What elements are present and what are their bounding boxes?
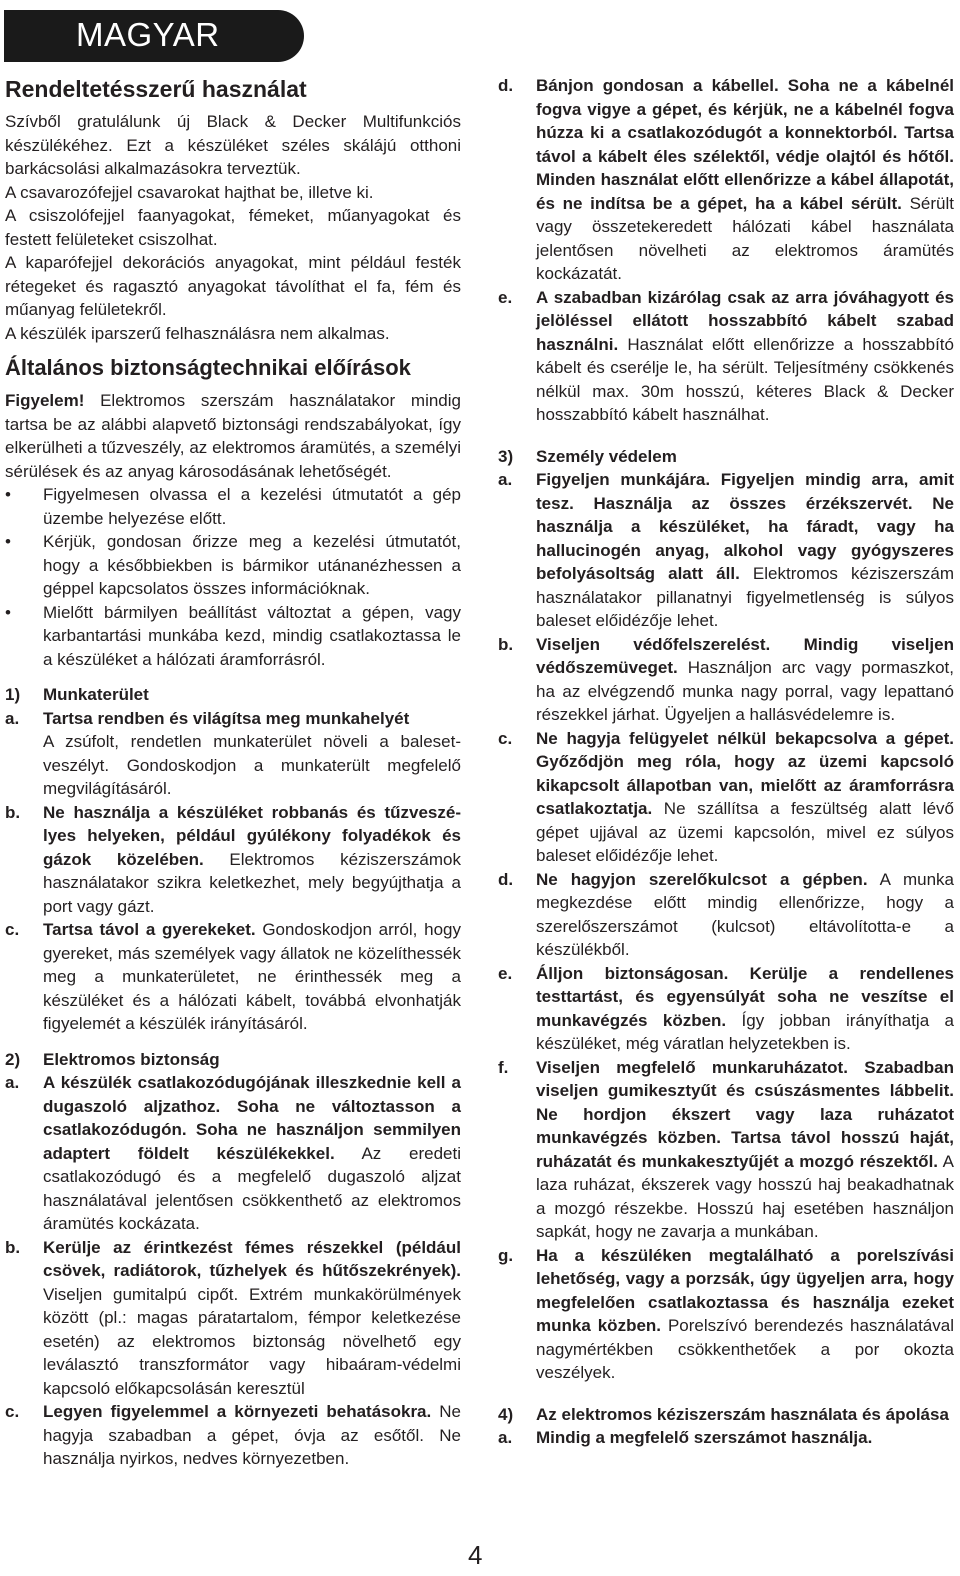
item-text: Gondoskodjon arról, hogy gyereket, más személyek vagy állatok ne közelíthessék meg a munkaterületet, ne érinthessék meg a készüléket és a hálózati kábelt, továbbá elvonhatják figyelemét a készülék irányításáról.	[43, 920, 461, 1033]
bullet-item	[5, 530, 461, 601]
list-item	[498, 727, 954, 868]
warning-label: Figyelem!	[5, 391, 85, 410]
item-text: Ne szállítsa a feszültség alatt lévő gépet ujjával az üzemi kapcsolón, mivel ez súlyos baleset előidézője lehet.	[536, 799, 954, 865]
item-bold: Viseljen védőfelszerelést. Mindig viseljen védőszemüveget.	[536, 634, 954, 677]
item-bold: A szabadban kizárólag csak az arra jóváhagyott és jelöléssel ellátott hosszabbító kábelt szabad használni.	[536, 287, 954, 354]
item-bold: Ha a készüléken megtalálható a porelszívási lehetőség, vagy a porzsák, úgy ügyeljen arra, hogy megfelelően csatlakoztassa és használja ezeket munka közben.	[536, 1245, 954, 1335]
item-bold: Ne hagyja felügyelet nélkül bekapcsolva a gépet. Győződjön meg róla, hogy az üzemi kapcsoló kikapcsolt állapotban van, mielőtt az áramforrásra csatlakoztatja.	[536, 728, 954, 818]
item-marker: g.	[498, 1245, 514, 1265]
item-marker: e.	[498, 287, 513, 307]
section-heading	[498, 1403, 954, 1427]
list-item	[498, 1426, 954, 1450]
item-text: A munka megkezdése előtt mindig ellenőrizze, hogy a szerelőszerszámot (kulcsot) eltávolította-e a készülékből.	[536, 869, 954, 959]
section-number: 2)	[5, 1049, 21, 1069]
item-bold: Viseljen megfelelő munkaruházatot. Szabadban viseljen gumikesztyűt és csúszásmentes lábbelit. Ne hordjon ékszert vagy laza ruházatot munkavégzés közben. Tartsa távol hosszú haját, ruházatát és munkakesztyűjét a mozgó részektől.	[536, 1057, 954, 1171]
section-title: Elektromos biztonság	[43, 1049, 220, 1069]
warning-paragraph	[5, 389, 461, 483]
section-title: Munkaterület	[43, 685, 149, 704]
right-column	[498, 74, 954, 1450]
list-item	[5, 1400, 461, 1471]
list-item	[498, 868, 954, 962]
bullet-text: Figyelmesen olvassa el a kezelési útmutatót a gép üzembe helyezése előtt.	[43, 485, 461, 528]
list-item	[5, 801, 461, 919]
item-marker: d.	[498, 869, 514, 889]
item-marker: b.	[5, 1237, 21, 1257]
intro-paragraph: A csavarozófejjel csavarokat hajthat be, illetve ki.	[5, 182, 374, 202]
list-item	[498, 286, 954, 427]
section-number: 1)	[5, 685, 21, 704]
list-item	[498, 962, 954, 1056]
item-text: Így jobban irányíthatja a készüléket, még váratlan helyzetekben is.	[536, 1010, 954, 1053]
item-text: Viseljen gumitalpú cipőt. Extrém munkakörülmények között (pl.: magas páratartalom, fémpor keletkezése esetén) az elektromos biztonság növelhető egy leválasztó transzformátor vagy hibaáram-védelmi kapcsoló előkapcsolásán keresztül	[43, 1284, 461, 1398]
list-item	[498, 633, 954, 727]
item-text: Elektromos kéziszerszámok használatakor szikra keletkezhet, mely begyújthatja a port vagy gázt.	[43, 849, 461, 916]
item-marker: a.	[5, 1073, 20, 1092]
item-marker: d.	[498, 76, 514, 95]
list-item	[498, 468, 954, 633]
bullet-icon: •	[5, 532, 11, 551]
item-text: Az eredeti csatlakozódugó és a megfelelő dugaszoló aljzat használatával jelentősen csökkenthető az elektromos áramütés kockázata.	[43, 1143, 462, 1233]
item-bold: Tartsa távol a gyerekeket.	[43, 920, 256, 939]
item-text: A zsúfolt, rendetlen munkaterület növeli a baleset-veszélyt. Gondoskodjon a munkaterült megfelelő megvilágításáról.	[43, 732, 461, 798]
item-marker: f.	[498, 1057, 509, 1077]
bullet-item	[5, 601, 461, 672]
item-marker: c.	[498, 728, 513, 748]
bullet-text: Kérjük, gondosan őrizze meg a kezelési útmutatót, hogy a későbbiekben is bármikor utánanézhessen a géppel kapcsolatos összes információknak.	[43, 532, 461, 598]
list-item	[498, 1244, 954, 1385]
intro-paragraph: A csiszolófejjel faanyagokat, fémeket, műanyagokat és festett felületeket csiszolhat.	[5, 206, 461, 249]
list-item	[5, 918, 461, 1036]
item-bold: Ne hagyjon szerelőkulcsot a gépben.	[536, 869, 868, 889]
bullet-icon: •	[5, 485, 11, 504]
item-text: A laza ruházat, ékszerek vagy hosszú haj beakadhatnak a mozgó részekbe. Hosszú haj esetében használjon sapkát, hogy ne zavarja a munkában.	[536, 1151, 954, 1241]
list-item	[498, 74, 954, 286]
item-bold: Ne használja a készüléket robbanás és tűzveszé-lyes helyeken, például gyúlékony folyadékok és gázok közelében.	[43, 802, 461, 869]
bullet-text: Mielőtt bármilyen beállítást változtat a gépen, vagy karbantartási munkába kezd, mindig csatlakoztassa le a készüléket a hálózati áramforrásról.	[43, 602, 461, 669]
bullet-icon: •	[5, 602, 11, 622]
section-heading	[5, 1048, 461, 1072]
item-text: Használjon arc vagy pormaszkot, ha az elvégzendő munka nagy porral, vagy lepattanó részekkel járhat. Ügyeljen a hallásvédelemre is.	[536, 658, 954, 724]
section-number: 3)	[498, 446, 514, 466]
item-bold: Bánjon gondosan a kábellel. Soha ne a kábelnél fogva vigye a gépet, és kérjük, ne a kábelnél fogva húzza ki a csatlakozódugót a konnektorból. Tartsa távol a kábelt éles szélektől, védje olajtól és hőtől. Minden használat előtt ellenőrizze a kábel állapotát, és ne indítsa be a gépet, ha a kábel sérült.	[536, 76, 954, 213]
list-item	[5, 1071, 461, 1236]
item-text: Sérült vagy összetekeredett hálózati kábel használata jelentősen növelheti az elektromos áramütés kockázatát.	[536, 193, 954, 283]
section-title: Személy védelem	[536, 446, 677, 466]
item-bold: Figyeljen munkájára. Figyeljen mindig arra, amit tesz. Használja az összes érzékszervét. Ne használja a készüléket, ha fáradt, vagy ha hallucinogén anyag, alkohol vagy gyógyszeres befolyásoltság alatt áll.	[536, 470, 954, 583]
item-bold: Tartsa rendben és világítsa meg munkahelyét	[43, 708, 410, 728]
item-marker: b.	[5, 802, 21, 822]
item-marker: a.	[498, 470, 513, 489]
item-text: Porelszívó berendezés használatával nagymértékben csökkenthetőek a por okozta veszélyek.	[536, 1316, 954, 1382]
warning-text: Elektromos szerszám használatakor mindig tartsa be az alábbi alapvető biztonsági rendszabályokat, így elkerülheti a tűzveszély, az elektromos áramütés, a személyi sérülések és az anyag károsodásának lehetőségét.	[5, 391, 461, 481]
section-title: Az elektromos kéziszerszám használata és ápolása	[536, 1404, 949, 1424]
left-column	[5, 74, 461, 1471]
item-marker: a.	[5, 708, 20, 728]
list-item	[5, 1236, 461, 1401]
intro-paragraph: Szívből gratulálunk új Black & Decker Multifunkciós készülékéhez. Ezt a készüléket széles skálájú otthoni barkácsolási alkalmazásokra terveztük.	[5, 112, 461, 178]
item-text: Elektromos kéziszerszám használatakor pillanatnyi figyelmetlenség is súlyos baleset előidézője lehet.	[536, 564, 954, 630]
item-text: Használat előtt ellenőrizze a hosszabbító kábelt és cserélje le, ha sérült. Teljesítmény csökkenés nélkül max. 30m hosszú, kéteres Black & Decker hosszabbító kábelt használhat.	[536, 334, 954, 424]
section-heading	[5, 683, 461, 707]
intended-use-title: Rendeltetésszerű használat	[5, 76, 307, 102]
item-bold: Kerülje az érintkezést fémes részekkel (például csövek, radiátorok, tűzhelyek és hűtőszekrények).	[43, 1237, 461, 1280]
language-banner	[4, 10, 304, 62]
section-number: 4)	[498, 1404, 514, 1424]
item-marker: c.	[5, 1402, 20, 1421]
item-bold: Mindig a megfelelő szerszámot használja.	[536, 1428, 873, 1447]
item-bold: A készülék csatlakozódugójának illeszkednie kell a dugaszoló aljzathoz. Soha ne változtasson a csatlakozódugón. Soha ne használjon semmilyen adaptert földelt készülékekkel.	[43, 1073, 461, 1163]
intro-paragraph: A készülék iparszerű felhasználásra nem alkalmas.	[5, 323, 390, 343]
page-number: 4	[468, 1540, 483, 1570]
intro-paragraph: A kaparófejjel dekorációs anyagokat, mint például festék rétegeket és ragasztó anyagokat távolíthat el fa, fém és műanyag felületekről.	[5, 253, 461, 319]
item-marker: c.	[5, 920, 20, 939]
section-heading	[498, 445, 954, 469]
item-marker: a.	[498, 1428, 513, 1447]
item-bold: Legyen figyelemmel a környezeti behatásokra.	[43, 1402, 432, 1421]
list-item	[5, 707, 461, 801]
item-marker: b.	[498, 634, 514, 654]
safety-title: Általános biztonságtechnikai előírások	[5, 355, 411, 380]
list-item	[498, 1056, 954, 1244]
item-bold: Álljon biztonságosan. Kerülje a rendellenes testtartást, és egyensúlyát soha ne veszítse el munkavégzés közben.	[536, 963, 954, 1030]
bullet-item	[5, 483, 461, 530]
item-marker: e.	[498, 963, 513, 983]
item-text: Ne hagyja szabadban a gépet, óvja az esőtől. Ne használja nyirkos, nedves környezetben.	[43, 1402, 461, 1468]
language-label: MAGYAR	[76, 16, 220, 53]
